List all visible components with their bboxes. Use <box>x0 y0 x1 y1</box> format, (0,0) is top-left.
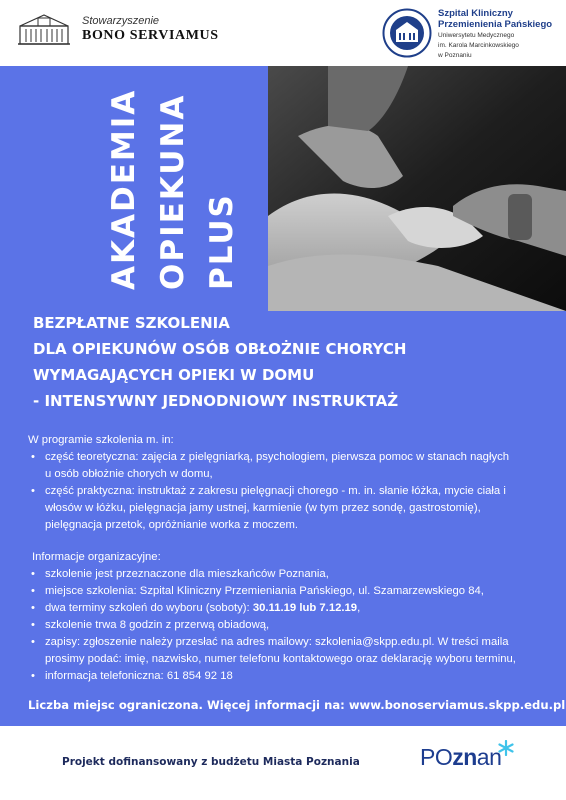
footer <box>0 726 566 800</box>
asterisk-star-icon <box>498 740 514 756</box>
logo-left-line1: Stowarzyszenie <box>82 14 160 27</box>
list-item-text: u osób obłożnie chorych w domu, <box>45 468 213 480</box>
list-item-text: • część praktyczna: instruktaż z zakresu pielęgnacji chorego - m. in. słanie łóżka, mycie ciała i <box>45 485 506 497</box>
header <box>0 0 566 66</box>
list-item <box>28 634 548 668</box>
logo-left-line2: BONO SERVIAMUS <box>82 27 219 43</box>
list-item-text: szkolenie jest przeznaczone dla mieszkańców Poznania, <box>45 568 329 580</box>
hospital-seal-icon <box>382 8 432 58</box>
list-item-text: pielęgnacja przetok, opróżnianie worka z moczem. <box>45 519 299 531</box>
poznan-logo <box>420 744 501 771</box>
list-item <box>28 449 548 483</box>
list-item <box>28 617 548 634</box>
list-item-text: prosimy podać: imię, nazwisko, numer telefonu kontaktowego oraz deklarację wyboru terminu, <box>45 653 516 665</box>
list-item <box>28 566 548 583</box>
list-item-text: szkolenie trwa 8 godzin z przerwą obiadową, <box>45 619 270 631</box>
hospital-logo <box>382 8 552 60</box>
hospital-sub-line1: Uniwersytetu Medycznego <box>438 32 515 39</box>
list-item-text: , <box>357 602 361 614</box>
title-line2: OPIEKUNA <box>155 93 191 290</box>
program-list <box>28 449 548 534</box>
list-item <box>28 600 548 617</box>
list-item <box>28 583 548 600</box>
organization-list <box>28 566 548 685</box>
program-intro: W programie szkolenia m. in: <box>28 434 174 446</box>
list-item-text: miejsce szkolenia: Szpital Kliniczny Przemieniania Pańskiego, ul. Szamarzewskiego 84, <box>45 585 484 597</box>
list-item-text: dwa terminy szkoleń do wyboru (soboty): <box>45 602 253 614</box>
photo-illustration <box>268 66 566 311</box>
poznan-logo-part: zn <box>452 744 477 770</box>
organization-intro: Informacje organizacyjne: <box>32 551 161 563</box>
contact-line[interactable]: Liczba miejsc ograniczona. Więcej informacji na: www.bonoserviamus.skpp.edu.pl <box>28 698 566 712</box>
hospital-sub-line3: w Poznaniu <box>438 52 472 59</box>
poznan-logo-part: an <box>476 744 502 770</box>
title-line3: PLUS <box>204 193 240 290</box>
list-item <box>28 483 548 534</box>
training-dates: 30.11.19 lub 7.12.19 <box>252 602 358 614</box>
headline-line1: BEZPŁATNE SZKOLENIA <box>33 314 230 332</box>
hospital-name-line2: Przemienienia Pańskiego <box>438 19 553 30</box>
hospital-name-line1: Szpital Kliniczny <box>438 8 513 19</box>
funding-note: Projekt dofinansowany z budżetu Miasta Poznania <box>62 756 360 768</box>
organization-section <box>28 549 548 685</box>
phone-info: informacja telefoniczna: 61 854 92 18 <box>45 670 233 682</box>
program-title <box>100 80 247 290</box>
building-icon <box>18 12 70 46</box>
poznan-logo-part: PO <box>420 744 453 770</box>
program-section <box>28 432 548 534</box>
list-item <box>28 668 548 685</box>
headline-line4: - INTENSYWNY JEDNODNIOWY INSTRUKTAŻ <box>33 392 399 410</box>
hospital-sub-line2: im. Karola Marcinkowskiego <box>438 42 519 49</box>
headline <box>33 310 533 414</box>
title-line1: AKADEMIA <box>106 88 142 290</box>
bono-serviamus-logo <box>18 12 219 46</box>
headline-line3: WYMAGAJĄCYCH OPIEKI W DOMU <box>33 366 315 384</box>
headline-line2: DLA OPIEKUNÓW OSÓB OBŁOŻNIE CHORYCH <box>33 340 407 358</box>
list-item-text: włosów w łóżku, pielęgnacja jamy ustnej, karmienie (w tym przez sondę, gastrostomię), <box>45 502 481 514</box>
caregiver-hands-photo <box>268 66 566 311</box>
list-item-text: • część teoretyczna: zajęcia z pielęgniarką, psychologiem, pierwsza pomoc w stanach nagłych <box>45 451 510 463</box>
list-item-text: • zapisy: zgłoszenie należy przesłać na adres mailowy: szkolenia@skpp.edu.pl. W treści maila <box>45 636 509 648</box>
